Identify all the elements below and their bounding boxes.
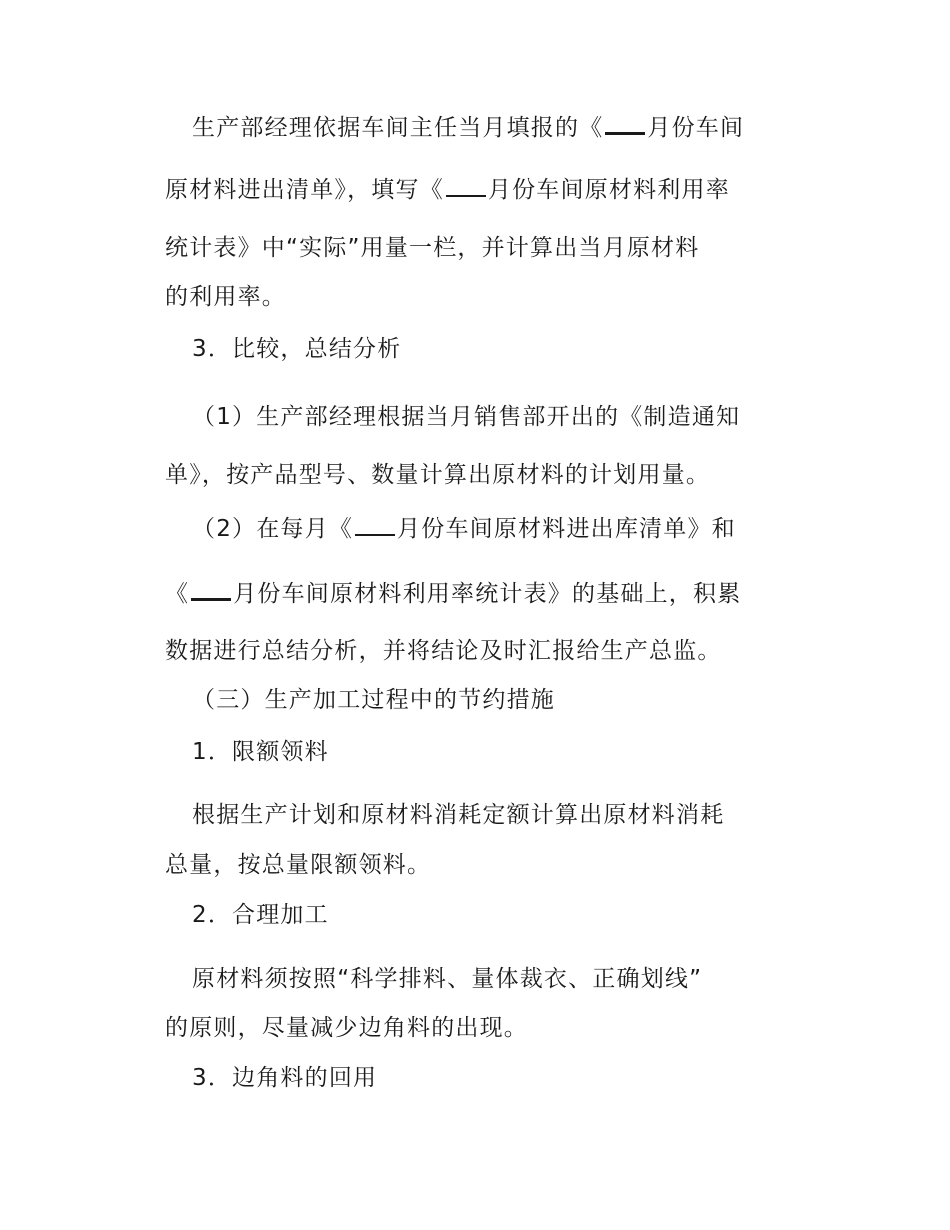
paragraph-line [165,175,730,205]
paragraph-line: 数据进行总结分析，并将结论及时汇报给生产总监。 [165,638,722,664]
subheading: 1．限额领料 [192,739,329,765]
subheading: 3．边角料的回用 [192,1065,378,1091]
paragraph-line: 总量，按总量限额领料。 [165,852,432,878]
paragraph-line [165,578,741,609]
paragraph-line: （1）生产部经理根据当月销售部开出的《制造通知 [192,404,741,430]
section-heading: （三）生产加工过程中的节约措施 [192,687,555,713]
paragraph-line [192,112,744,143]
paragraph-line: 原材料须按照“科学排料、量体裁衣、正确划线” [192,966,703,992]
paragraph-line: 根据生产计划和原材料消耗定额计算出原材料消耗 [192,802,725,828]
paragraph-line: 统计表》中“实际”用量一栏，并计算出当月原材料 [165,235,700,261]
text-run: 月份车间原材料利用率 [487,177,730,203]
text-run: 《 [165,581,190,607]
fill-in-blank [446,175,486,197]
text-run: 月份车间原材料进出库清单》和 [397,516,736,542]
subheading: 3．比较，总结分析 [192,336,402,362]
text-run: （2）在每月《 [192,516,354,542]
text-run: 月份车间原材料利用率统计表》的基础上，积累 [233,581,742,607]
fill-in-blank [355,514,395,536]
text-run: 生产部经理依据车间主任当月填报的《 [192,115,604,141]
fill-in-blank [605,112,645,135]
paragraph-line: 的原则，尽量减少边角料的出现。 [165,1015,528,1041]
subheading: 2．合理加工 [192,902,329,928]
paragraph-line [192,514,736,544]
paragraph-line: 单》，按产品型号、数量计算出原材料的计划用量。 [165,462,711,488]
paragraph-line: 的利用率。 [165,284,286,310]
text-run: 原材料进出清单》，填写《 [165,177,444,203]
fill-in-blank [191,578,231,601]
text-run: 月份车间 [647,115,745,141]
